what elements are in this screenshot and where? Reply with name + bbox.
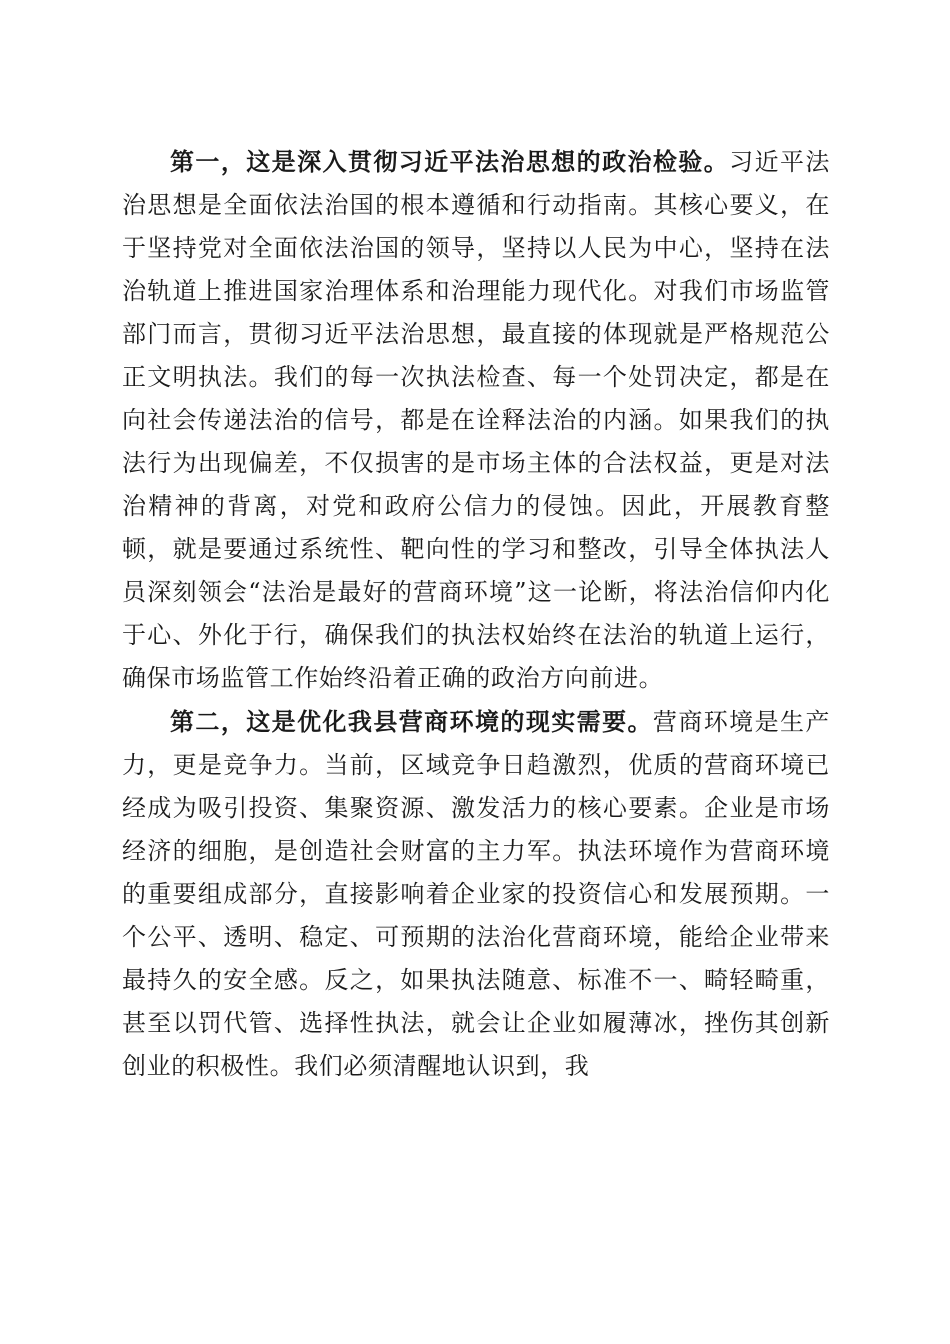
document-body bbox=[122, 140, 830, 1088]
paragraph-body-first: 习近平法治思想是全面依法治国的根本遵循和行动指南。其核心要义，在于坚持党对全面依法治国的领导，坚持以人民为中心，坚持在法治轨道上推进国家治理体系和治理能力现代化。对我们市场监管部门而言，贯彻习近平法治思想，最直接的体现就是严格规范公正文明执法。我们的每一次执法检查、每一个处罚决定，都是在向社会传递法治的信号，都是在诠释法治的内涵。如果我们的执法行为出现偏差，不仅损害的是市场主体的合法权益，更是对法治精神的背离，对党和政府公信力的侵蚀。因此，开展教育整顿，就是要通过系统性、靶向性的学习和整改，引导全体执法人员深刻领会“法治是最好的营商环境”这一论断，将法治信仰内化于心、外化于行，确保我们的执法权始终在法治的轨道上运行，确保市场监管工作始终沿着正确的政治方向前进。 bbox=[122, 148, 831, 692]
paragraph-lead-first: 第一，这是深入贯彻习近平法治思想的政治检验。 bbox=[170, 147, 730, 176]
paragraph-second bbox=[122, 700, 830, 1088]
paragraph-first bbox=[122, 140, 830, 700]
paragraph-lead-second: 第二，这是优化我县营商环境的现实需要。 bbox=[170, 707, 653, 736]
paragraph-body-second: 营商环境是生产力，更是竞争力。当前，区域竞争日趋激烈，优质的营商环境已经成为吸引投资、集聚资源、激发活力的核心要素。企业是市场经济的细胞，是创造社会财富的主力军。执法环境作为营商环境的重要组成部分，直接影响着企业家的投资信心和发展预期。一个公平、透明、稳定、可预期的法治化营商环境，能给企业带来最持久的安全感。反之，如果执法随意、标准不一、畸轻畸重，甚至以罚代管、选择性执法，就会让企业如履薄冰，挫伤其创新创业的积极性。我们必须清醒地认识到，我 bbox=[122, 708, 830, 1080]
